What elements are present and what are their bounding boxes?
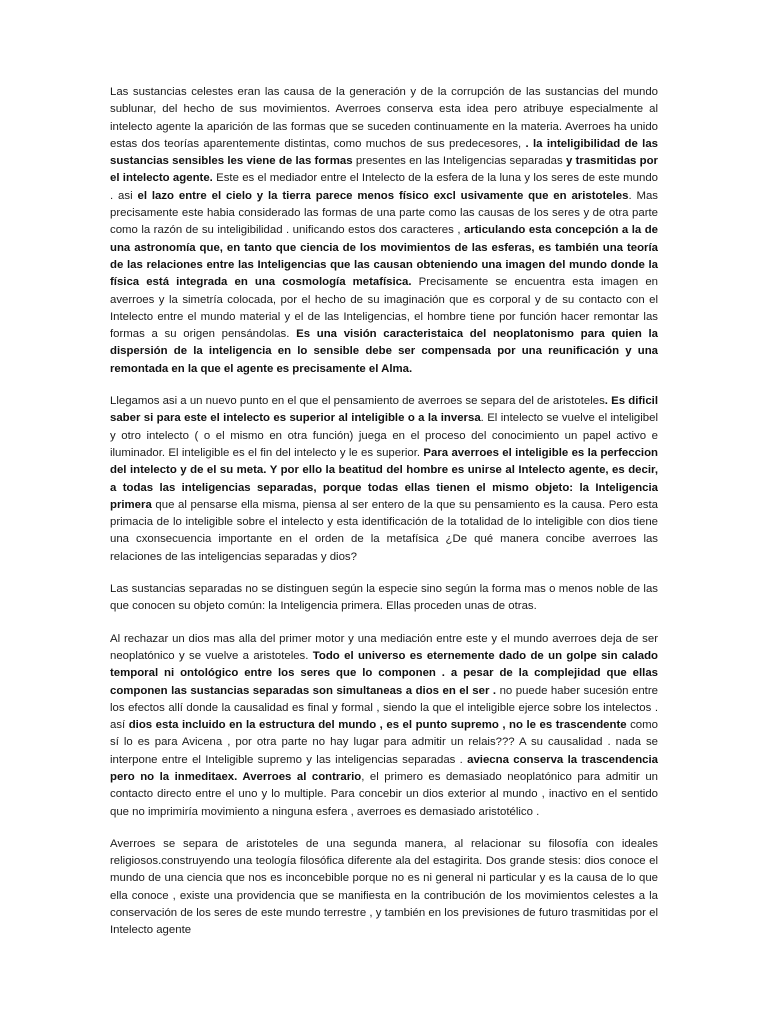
paragraph-4 bbox=[110, 631, 658, 821]
bold-text-run: dios esta incluido en la estructura del mundo , es el punto supremo , no le es trascendente bbox=[128, 719, 627, 732]
text-run: como sí lo es para Avicena , por otra parte no hay lugar para admitir un relais??? A su causalidad . nada se interpone entre el Inteligible supremo y las inteligencias separadas . bbox=[110, 719, 658, 766]
text-run: Llegamos asi a un nuevo punto en el que el pensamiento de averroes se separa del de aristoteles bbox=[110, 395, 605, 408]
paragraph-3 bbox=[110, 581, 658, 616]
bold-text-run: . la inteligibilidad de las sustancias sensibles les viene de las formas bbox=[110, 137, 658, 168]
text-run: . Mas precisamente este habia considerado las formas de una parte como las causas de los seres y de otra parte como la razón de su inteligibilidad . unificando estos dos caracteres , bbox=[110, 189, 658, 237]
paragraph-5 bbox=[110, 836, 658, 940]
text-run: presentes en las Inteligencias separadas bbox=[352, 155, 566, 168]
text-run: , el primero es demasiado neoplatónico para admitir un contacto directo entre el uno y lo multiple. Para concebir un dios exterior al mundo , inactivo en el sentido que no imprimiría movimiento a ninguna esfera , averroes es demasiado aristotélico . bbox=[110, 770, 658, 818]
text-run: Precisamente se encuentra esta imagen en averroes y la simetría colocada, por el hecho de su imaginación que es corporal y de su contacto con el Intelecto entre el mundo material y el de las Inteligencias, el hombre tiene por función hacer remontar las formas a su origen pensándolas. bbox=[110, 276, 658, 341]
bold-text-run: aviecna conserva la trascendencia pero no la inmeditaex. Averroes al contrario bbox=[110, 753, 658, 783]
bold-text-run: Es una visión caracteristaica del neoplatonismo para quien la dispersión de la inteligencia en lo sensible debe ser compensada por una reunificación y una remontada en la que el agente es precisamente el Alma. bbox=[110, 328, 658, 375]
text-run: que al pensarse ella misma, piensa al ser entero de la que su pensamiento es la causa. Pero esta primacia de lo inteligible sobre el intelecto y esta identificación de la totalidad de lo inteligible con dios tiene una cxonsecuencia importante en el orden de la metafísica ¿De qué manera concibe averroes las relaciones de las inteligencias separadas y dios? bbox=[110, 498, 658, 563]
bold-text-run: y trasmitidas por el intelecto agente. bbox=[110, 155, 658, 185]
text-run: . El intelecto se vuelve el inteligibel y otro intelecto ( o el mismo en otra función) juega en el proceso del conocimiento un papel activo e iluminador. El inteligible es el fin del intelecto y le es superior. bbox=[110, 412, 658, 459]
bold-text-run: el lazo entre el cielo y la tierra parece menos físico excl usivamente que en aristoteles bbox=[137, 189, 629, 202]
text-run: Este es el mediador entre el Intelecto de la esfera de la luna y los seres de este mundo . asi bbox=[110, 172, 658, 202]
text-run: Al rechazar un dios mas alla del primer motor y una mediación entre este y el mundo averroes deja de ser neoplatónico y se vuelve a aristoteles. bbox=[110, 632, 658, 662]
text-run: no puede haber sucesión entre los efectos allí donde la causalidad es final y formal , siendo la que el inteligible ejerce sobre los intelectos . así bbox=[110, 684, 658, 732]
paragraph-2 bbox=[110, 393, 658, 566]
paragraph-1 bbox=[110, 84, 658, 378]
text-run: Las sustancias separadas no se distinguen según la especie sino según la forma mas o menos noble de las que conocen su objeto común: la Inteligencia primera. Ellas proceden unas de otras. bbox=[110, 583, 658, 613]
bold-text-run: articulando esta concepción a la de una astronomía que, en tanto que ciencia de los movimientos de las esferas, es también una teoría de las relaciones entre las Inteligencias que las causan obteniendo una imagen del mundo donde la física está integrada en una cosmología metafísica. bbox=[110, 224, 658, 289]
text-run: Averroes se separa de aristoteles de una segunda manera, al relacionar su filosofía con ideales religiosos.construyendo una teología filosófica diferente ala del estagirita. Dos grande stesis: dios conoce el mundo de una ciencia que nos es inconcebible porque no es ni general ni particular y es la causa de lo que ella conoce , existe una providencia que se manifiesta en la contribución de los movimientos celestes a la conservación de los seres de este mundo terrestre , y también en los previsiones de futuro trasmitidas por el Intelecto agente bbox=[110, 837, 658, 937]
text-run: Las sustancias celestes eran las causa de la generación y de la corrupción de las sustancias del mundo sublunar, del hecho de sus movimientos. Averroes conserva esta idea pero atribuye especialmente al intelecto agente la aparición de las formas que se suceden continuamente en la materia. Averroes ha unido estas dos teorías aparentemente distintas, como muchos de sus predecesores, bbox=[110, 86, 658, 150]
bold-text-run: Para averroes el inteligible es la perfeccion del intelecto y de el su meta. Y por ello la beatitud del hombre es unirse al Intelecto agente, es decir, a todas las inteligencias separadas, porque todas ellas tienen el mismo objeto: la Inteligencia primera bbox=[110, 446, 658, 511]
bold-text-run: . Es dificil saber si para este el intelecto es superior al inteligible o a la inversa bbox=[110, 395, 658, 425]
bold-text-run: Todo el universo es eternemente dado de un golpe sin calado temporal ni ontológico entre los seres que lo componen . a pesar de la complejidad que ellas componen las sustancias separadas son simultaneas a dios en el ser . bbox=[110, 649, 658, 697]
